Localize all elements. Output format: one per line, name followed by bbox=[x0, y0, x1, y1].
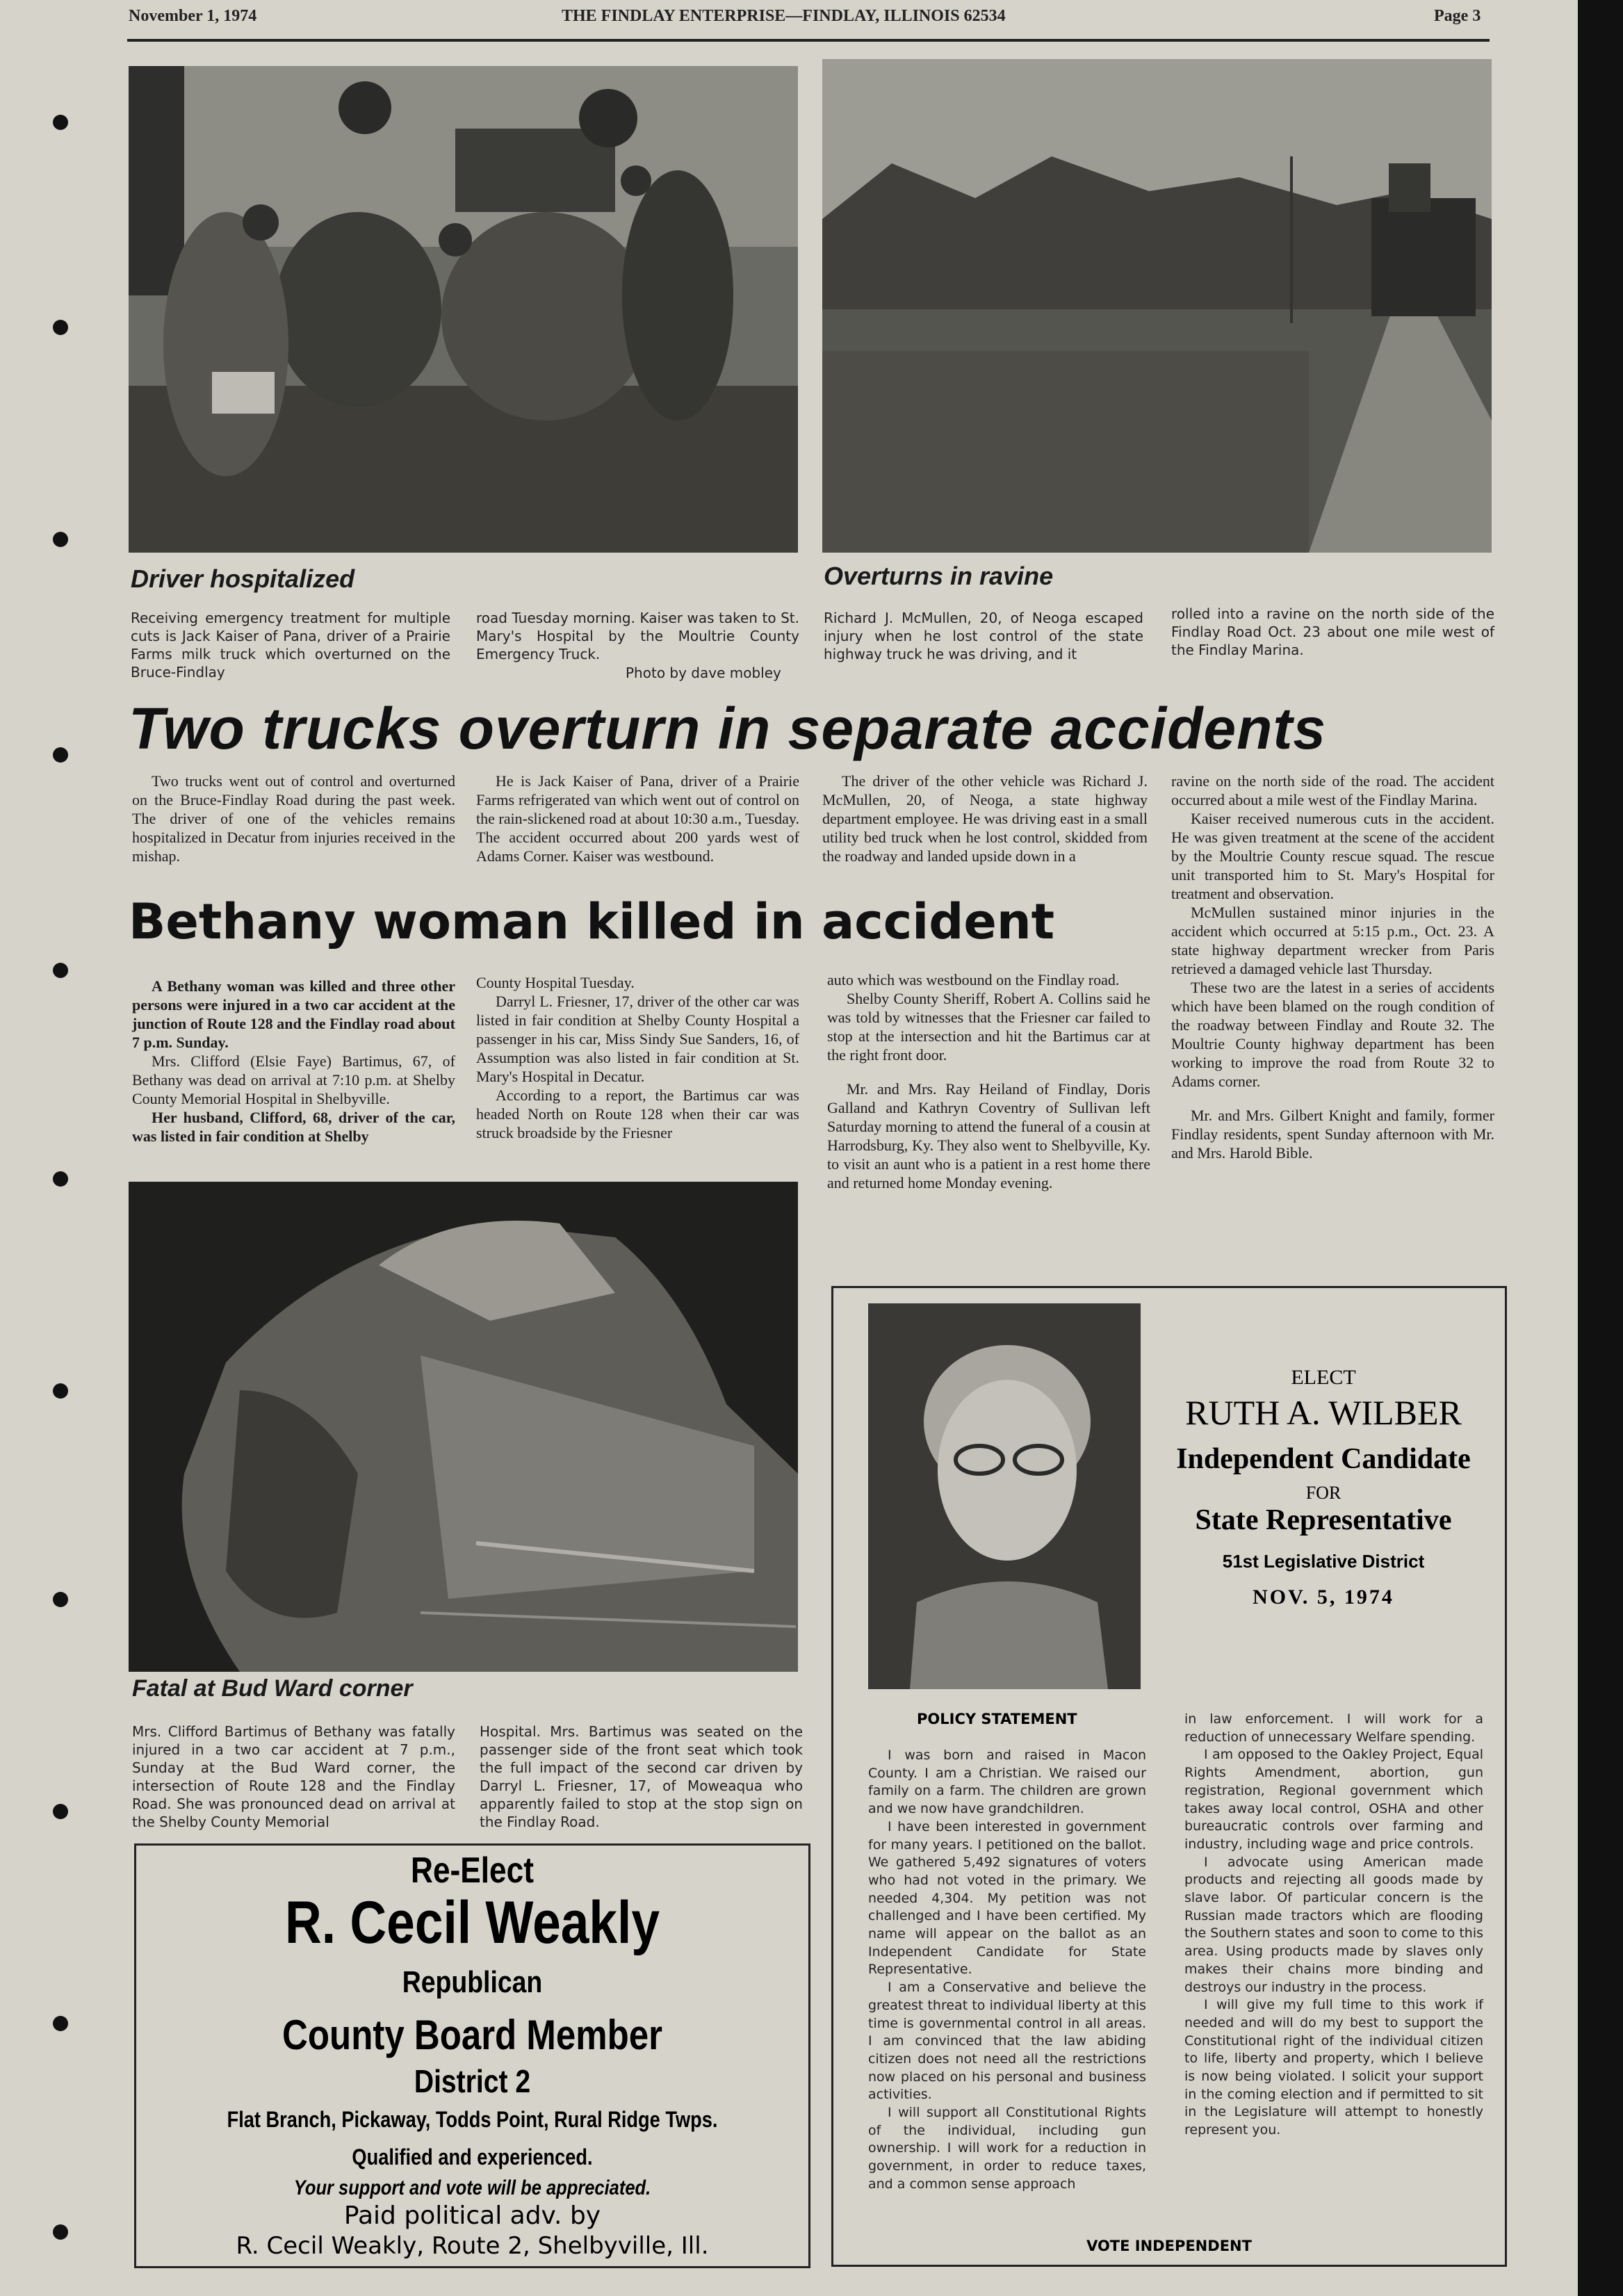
story2-col2 bbox=[476, 973, 799, 1142]
paragraph: McMullen sustained minor injuries in the accident which occurred at 5:15 p.m., Oct. 23. A state highway department wrecker from Paris retrieved a damaged vehicle last Thursday. bbox=[1171, 904, 1494, 977]
weakly-political-ad bbox=[134, 1843, 810, 2268]
binder-hole bbox=[53, 115, 68, 130]
driver-hospitalized-photo bbox=[129, 66, 798, 553]
binder-hole bbox=[53, 1171, 68, 1187]
wilber-for: FOR bbox=[1305, 1483, 1341, 1503]
ad-re-elect: Re-Elect bbox=[411, 1850, 534, 1891]
wilber-election-date: NOV. 5, 1974 bbox=[1253, 1586, 1394, 1609]
masthead-rule bbox=[127, 39, 1490, 42]
paragraph: in law enforcement. I will work for a reduction of unnecessary Welfare spending. bbox=[1184, 1711, 1483, 1745]
story2-col1 bbox=[132, 977, 455, 1146]
social-item-heiland: Mr. and Mrs. Ray Heiland of Findlay, Doris Galland and Kathryn Coventry of Sullivan left Saturday morning to attend the funeral of a cousin at Harrodsburg, Ky. They also went to Shelbyville, Ky. to visit an aunt who is a patient in a rest home there and returned home Monday evening. bbox=[827, 1080, 1150, 1191]
paragraph: According to a report, the Bartimus car was headed North on Route 128 when their car was struck broadside by the Friesner bbox=[476, 1086, 799, 1141]
story1-col3 bbox=[822, 772, 1148, 865]
binder-hole bbox=[53, 1592, 68, 1607]
binder-hole bbox=[53, 2016, 68, 2031]
binder-hole bbox=[53, 1383, 68, 1399]
wilber-name: RUTH A. WILBER bbox=[1185, 1393, 1462, 1432]
ad-townships: Flat Branch, Pickaway, Todds Point, Rural Ridge Twps. bbox=[227, 2107, 718, 2132]
paragraph: The driver of the other vehicle was Richard J. McMullen, 20, of Neoga, a state highway department employee. He was driving east in a small utility bed truck when he lost control, skidded from the roadway and landed upside down in a bbox=[822, 772, 1148, 865]
photo3-cutline-col2: Hospital. Mrs. Bartimus was seated on the passenger side of the front seat which took the full impact of the second car driven by Darryl L. Friesner, 17, of Moweaqua who apparently failed to stop at the stop sign on the Findlay Road. bbox=[480, 1723, 803, 1830]
paragraph: I will support all Constitutional Rights of the individual, including gun ownership. I will work for a reduction in government, in order to reduce taxes, and a common sense approach bbox=[868, 2105, 1146, 2192]
issue-date: November 1, 1974 bbox=[129, 7, 257, 25]
paragraph: Shelby County Sheriff, Robert A. Collins said he was told by witnesses that the Friesner car failed to stop at the intersection and hit the Bartimus car at the right front door. bbox=[827, 990, 1150, 1064]
paragraph: I am opposed to the Oakley Project, Equal Rights Amendment, abortion, gun registration, Regional government which takes away local control, OSHA and other bureaucratic controls over farming and industry, including wage and price controls. bbox=[1184, 1747, 1483, 1852]
headline-two-trucks: Two trucks overturn in separate accidents bbox=[129, 696, 1327, 761]
paragraph: I was born and raised in Macon County. I am a Christian. We raised our family on a farm. The children are grown and we now have grandchildren. bbox=[868, 1748, 1146, 1817]
ad-appeal: Your support and vote will be appreciated. bbox=[293, 2176, 651, 2199]
photo2-cutline-col1: Richard J. McMullen, 20, of Neoga escaped injury when he lost control of the state highway truck he was driving, and it bbox=[824, 610, 1143, 662]
story1-col2 bbox=[476, 772, 799, 865]
paragraph: ravine on the north side of the road. The accident occurred about a mile west of the Findlay Marina. bbox=[1171, 772, 1494, 808]
policy-statement-title: POLICY STATEMENT bbox=[917, 1711, 1077, 1727]
overturns-in-ravine-caption: Overturns in ravine bbox=[824, 562, 1054, 590]
scan-dark-edge bbox=[1578, 0, 1623, 2296]
photo1-cutline-col1: Receiving emergency treatment for multiple cuts is Jack Kaiser of Pana, driver of a Prairie Farms milk truck which overturned on the Bruce-Findlay bbox=[131, 610, 450, 681]
vote-independent-footer: VOTE INDEPENDENT bbox=[1086, 2238, 1252, 2254]
wilber-independent: Independent Candidate bbox=[1176, 1443, 1471, 1475]
wilber-elect: ELECT bbox=[1291, 1366, 1356, 1389]
binder-hole bbox=[53, 1804, 68, 1819]
driver-hospitalized-caption: Driver hospitalized bbox=[131, 564, 355, 593]
paragraph: Kaiser received numerous cuts in the accident. He was given treatment at the scene of the accident by the Moultrie County rescue squad. The rescue unit transported him to St. Mary's Hospital for treatment and observation. bbox=[1171, 810, 1494, 902]
ad-office: County Board Member bbox=[282, 2012, 662, 2058]
story1-col4 bbox=[1171, 772, 1494, 1162]
photo1-cutline-col2: road Tuesday morning. Kaiser was taken to St. Mary's Hospital by the Moultrie County Emergency Truck. bbox=[476, 610, 799, 662]
wilber-office: State Representative bbox=[1195, 1504, 1452, 1536]
fatal-crash-photo bbox=[129, 1182, 798, 1672]
policy-col1 bbox=[868, 1747, 1146, 2194]
paragraph: I will give my full time to this work if needed and will do my best to support the Constitutional right of the individual citizen to life, liberty and property, which I believe is now being violated. I solicit your support in the coming election and if permitted to sit in the Legislature will attempt to honestly represent you. bbox=[1184, 1997, 1483, 2138]
fatal-crash-caption: Fatal at Bud Ward corner bbox=[132, 1675, 413, 1702]
ad-candidate-name: R. Cecil Weakly bbox=[284, 1889, 660, 1956]
story1-col1 bbox=[132, 772, 455, 865]
paragraph: A Bethany woman was killed and three other persons were injured in a two car accident at the junction of Route 128 and the Findlay road about 7 p.m. Sunday. bbox=[132, 977, 455, 1051]
paragraph: I have been interested in government for many years. I petitioned on the ballot. We gathered 5,492 signatures of voters who had not voted in the primary. We needed 4,304. My petition was not challenged and I have been certified. My name will appear on the ballot as an Independent Candidate for State Representative. bbox=[868, 1818, 1146, 1978]
paragraph: auto which was westbound on the Findlay road. bbox=[827, 971, 1120, 988]
photo3-cutline-col1: Mrs. Clifford Bartimus of Bethany was fatally injured in a two car accident at 7 p.m., Sunday at the Bud Ward corner, the intersection of Route 128 and the Findlay Road. She was pronounced dead on arrival at the Shelby County Memorial bbox=[132, 1723, 455, 1830]
page-number: Page 3 bbox=[1434, 7, 1481, 25]
candidate-portrait bbox=[868, 1303, 1141, 1689]
overturns-in-ravine-photo bbox=[822, 59, 1492, 553]
paper-name: THE FINDLAY ENTERPRISE—FINDLAY, ILLINOIS 62534 bbox=[562, 7, 1006, 25]
paragraph: These two are the latest in a series of accidents which have been blamed on the rough condition of the roadway between Findlay and Route 32. The Moultrie County highway department has been working to improve the road from Route 32 to Adams corner. bbox=[1171, 979, 1494, 1090]
ad-party: Republican bbox=[402, 1965, 543, 1999]
paragraph: County Hospital Tuesday. bbox=[476, 974, 635, 991]
social-item-knight: Mr. and Mrs. Gilbert Knight and family, former Findlay residents, spent Sunday afternoon with Mr. and Mrs. Harold Bible. bbox=[1171, 1107, 1494, 1162]
paragraph: I am a Conservative and believe the greatest threat to individual liberty at this time is governmental control in all areas. I am convinced that the law abiding citizen does not need all the restrictions now placed on his personal and business activities. bbox=[868, 1980, 1146, 2103]
story2-col3 bbox=[827, 970, 1150, 1192]
paragraph: Two trucks went out of control and overturned on the Bruce-Findlay Road during the past week. The driver of one of the vehicles remains hospitalized in Decatur from injuries received in the mishap. bbox=[132, 772, 455, 865]
headline-bethany-woman: Bethany woman killed in accident bbox=[129, 893, 1055, 950]
binder-hole bbox=[53, 320, 68, 335]
paragraph: Darryl L. Friesner, 17, driver of the other car was listed in fair condition at Shelby County Hospital a passenger in his car, Miss Sindy Sue Sanders, 16, of Assumption was also listed in fair condition at St. Mary's Hospital in Decatur. bbox=[476, 993, 799, 1085]
policy-col2 bbox=[1184, 1711, 1483, 2140]
paragraph: I advocate using American made products and rejecting all goods made by slave labor. Of particular concern is the Russian made tractors which are flooding the Southern states and soon to come to this area. Using products made by slaves only makes their chains more binding and destroys our industry in the process. bbox=[1184, 1854, 1483, 1995]
binder-hole bbox=[53, 963, 68, 978]
wilber-district: 51st Legislative District bbox=[1222, 1551, 1425, 1572]
paragraph: Her husband, Clifford, 68, driver of the car, was listed in fair condition at Shelby bbox=[132, 1109, 455, 1145]
photo-credit: Photo by dave mobley bbox=[626, 665, 781, 681]
photo2-cutline-col2: rolled into a ravine on the north side of the Findlay Road Oct. 23 about one mile west of the Findlay Marina. bbox=[1171, 605, 1494, 658]
ad-district: District 2 bbox=[414, 2063, 531, 2099]
paragraph: He is Jack Kaiser of Pana, driver of a Prairie Farms refrigerated van which went out of control on the rain-slickened road at about 10:30 a.m., Tuesday. The accident occurred about 200 yards west of Adams Corner. Kaiser was westbound. bbox=[476, 772, 799, 865]
wilber-political-ad bbox=[831, 1286, 1507, 2267]
ad-address: R. Cecil Weakly, Route 2, Shelbyville, Ill. bbox=[236, 2232, 709, 2260]
ad-paid: Paid political adv. by bbox=[343, 2201, 601, 2230]
binder-hole bbox=[53, 2224, 68, 2240]
binder-hole bbox=[53, 532, 68, 547]
paragraph: Mrs. Clifford (Elsie Faye) Bartimus, 67, of Bethany was dead on arrival at 7:10 p.m. at Shelby County Memorial Hospital in Shelbyville. bbox=[132, 1052, 455, 1107]
binder-hole bbox=[53, 747, 68, 763]
ad-qualified: Qualified and experienced. bbox=[352, 2144, 593, 2169]
